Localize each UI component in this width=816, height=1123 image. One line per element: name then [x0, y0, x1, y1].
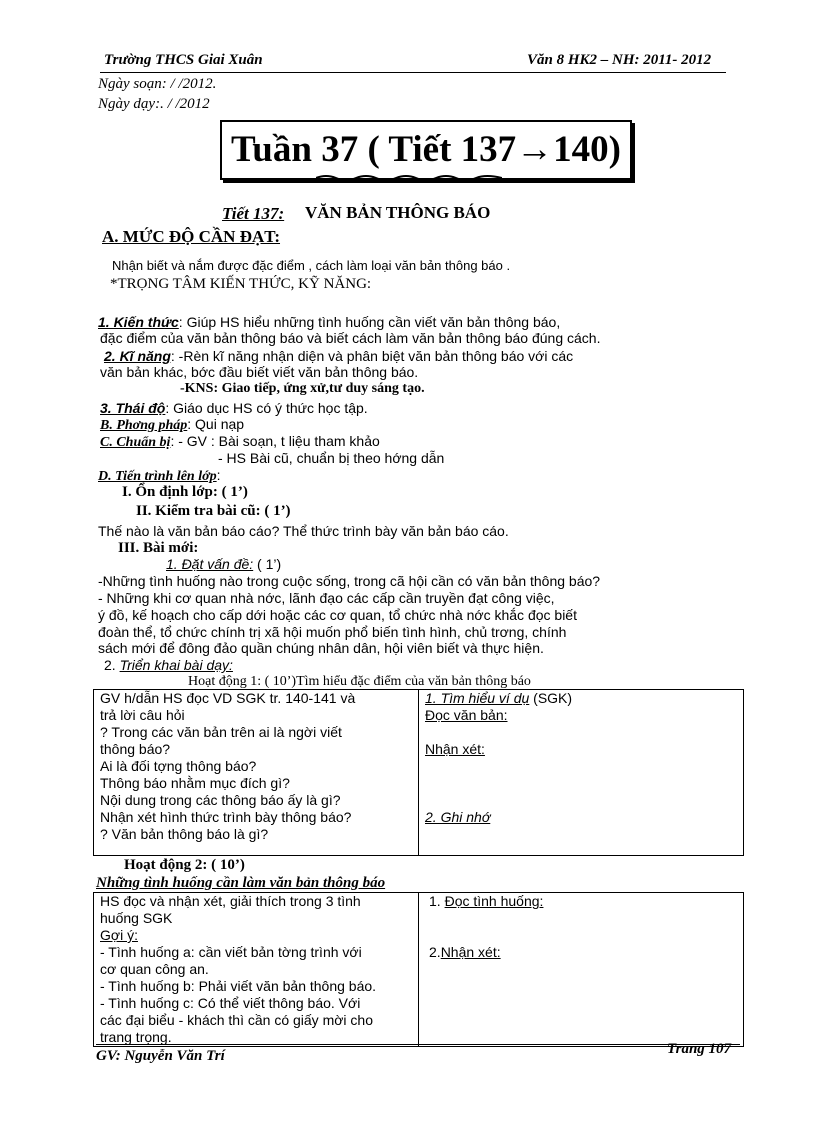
process-heading: D. Tiến trình lên lớp: [98, 467, 221, 484]
section-a-heading: A. MỨC ĐỘ CẦN ĐẠT: [102, 227, 281, 246]
activity-2-left-line: huống SGK [100, 910, 173, 926]
step-1: I. Ổn định lớp: ( 1’) [122, 484, 248, 500]
knowledge-line-2: đặc điểm của văn bản thông báo và biết cách làm văn bản thông báo đúng cách. [100, 330, 601, 346]
date-taught: Ngày dạy:. / /2012 [98, 96, 210, 112]
knowledge-line-1: 1. Kiến thức: Giúp HS hiểu những tình huống cần viết văn bản thông báo, [98, 314, 561, 330]
activity-2-left-line: trang trọng. [100, 1029, 172, 1045]
spacer [425, 724, 737, 741]
activity-1-left-line: ? Văn bản thông báo là gì? [100, 826, 269, 842]
activity-1-left-line: trả lời câu hỏi [100, 707, 185, 723]
kns-line: -KNS: Giao tiếp, ứng xử,tư duy sáng tạo. [180, 381, 425, 396]
activity-1-left-line: GV h/dẫn HS đọc VD SGK tr. 140-141 và [100, 690, 356, 706]
school-name: Trường THCS Giai Xuân [104, 52, 263, 68]
focus-heading: *TRỌNG TÂM KIẾN THỨC, KỸ NĂNG: [110, 276, 372, 292]
header-rule [100, 72, 726, 73]
spacer [425, 758, 737, 809]
activity-1-table [93, 689, 744, 856]
intro-p1: -Những tình huống nào trong cuộc sống, trong cã hội cần có văn bản thông báo? [98, 573, 601, 589]
activity-1-left-line: Ai là đối tợng thông báo? [100, 758, 257, 774]
deploy-heading: 2. Triển khai bài dạy: [104, 657, 233, 673]
intro-label: 1. Đặt vấn đề: [166, 556, 254, 572]
intro-line: 1. Đặt vấn đề: ( 1’) [166, 556, 282, 572]
activity-2-left-cell [94, 893, 419, 1047]
activity-2-left-line: - Tình huống c: Có thể viết thông báo. Với [100, 995, 361, 1011]
spacer [425, 910, 737, 944]
intro-p4: đoàn thể, tổ chức chính trị xã hội muốn phổ biến tình hình, chủ trơng, chính [98, 624, 567, 640]
skills-line-1: 2. Kĩ năng: -Rèn kĩ năng nhận diện và phân biệt văn bản thông báo với các [104, 348, 574, 364]
method-label: B. Phơng pháp [100, 418, 188, 433]
activity-2-table [93, 892, 744, 1047]
activity-1-right-line: 2. Ghi nhớ [425, 809, 491, 825]
activity-1-heading: Hoạt động 1: ( 10’)Tìm hiểu đặc điểm của văn bản thông báo [188, 674, 531, 689]
activity-1-right-line: 1. Tìm hiểu ví dụ (SGK) [425, 690, 573, 706]
activity-2-left-line: cơ quan công an. [100, 961, 209, 977]
intro-p2: - Những khi cơ quan nhà nớc, lãnh đạo các cấp cần truyền đạt công việc, [98, 590, 555, 606]
intro-p5: sách mới để đông đảo quần chúng nhân dân, hội viên biết và thực hiện. [98, 640, 544, 656]
activity-2-right-line: 1. Đọc tình huống: [429, 893, 544, 909]
footer-rule [96, 1044, 740, 1045]
activity-2-left-line: HS đọc và nhận xét, giải thích trong 3 tình [100, 893, 361, 909]
activity-2-hint: Gợi ý: [100, 927, 138, 943]
teacher-name: GV: Nguyễn Văn Trí [96, 1048, 225, 1064]
skills-line-2: văn bản khác, bớc đầu biết viết văn bản thông báo. [100, 364, 419, 380]
activity-1-left-line: Nội dung trong các thông báo ấy là gì? [100, 792, 341, 808]
week-title: Tuần 37 ( Tiết 137→140) [231, 129, 621, 170]
activity-2-left-line: - Tình huống a: cần viết bản tờng trình với [100, 944, 362, 960]
method-line: B. Phơng pháp: Qui nạp [100, 416, 245, 433]
activity-2-left-line: - Tình huống b: Phải viết văn bản thông báo. [100, 978, 377, 994]
intro-p3: ý đồ, kế hoạch cho cấp dới hoặc các cơ quan, tổ chức nhà nớc khắc đọc biết [98, 607, 577, 623]
activity-1-left-line: ? Trong các văn bản trên ai là ngời viết [100, 724, 342, 740]
activity-1-left-line: Thông báo nhằm mục đích gì? [100, 775, 290, 791]
activity-2-right-line: 2.Nhận xét: [429, 944, 501, 960]
attitude-label: 3. Thái độ [100, 400, 166, 416]
lesson-name: VĂN BẢN THÔNG BÁO [305, 203, 491, 222]
activity-1-right-cell [419, 690, 744, 856]
date-prepared: Ngày soạn: / /2012. [98, 76, 217, 92]
prep-line-2: - HS Bài cũ, chuẩn bị theo hớng dẫn [218, 450, 445, 466]
activity-1-left-line: Nhận xét hình thức trình bày thông báo? [100, 809, 352, 825]
activity-2-heading: Hoạt động 2: ( 10’) [124, 857, 245, 873]
step-3: III. Bài mới: [118, 540, 199, 556]
review-question: Thế nào là văn bản báo cáo? Thể thức trình bày văn bản báo cáo. [98, 523, 509, 539]
page-number: Trang 107 [667, 1041, 732, 1057]
skills-label: 2. Kĩ năng [104, 348, 171, 364]
prep-line-1: C. Chuẩn bị: - GV : Bài soạn, t liệu tham khảo [100, 433, 380, 450]
lesson-label: Tiết 137: [222, 204, 285, 223]
prep-label: C. Chuẩn bị [100, 435, 171, 450]
attitude-line: 3. Thái độ: Giáo dục HS có ý thức học tập. [100, 400, 368, 416]
week-title-box [220, 120, 632, 180]
activity-1-right-line: Đọc văn bản: [425, 707, 508, 723]
step-2: II. Kiểm tra bài cũ: ( 1’) [136, 503, 291, 519]
deploy-label: Triển khai bài dạy: [119, 657, 233, 673]
activity-2-right-cell [419, 893, 744, 1047]
activity-2-left-line: các đại biểu - khách thì cần có giấy mời cho [100, 1012, 373, 1028]
activity-1-left-line: thông báo? [100, 741, 171, 757]
process-label: D. Tiến trình lên lớp [98, 469, 217, 484]
section-a-line: Nhận biết và nắm được đặc điểm , cách làm loại văn bản thông báo . [112, 258, 511, 273]
activity-1-right-line: Nhận xét: [425, 741, 485, 757]
activity-2-subheading: Những tình huống cần làm văn bản thông báo [96, 875, 386, 891]
course-info: Văn 8 HK2 – NH: 2011- 2012 [527, 52, 712, 68]
knowledge-label: 1. Kiến thức [98, 314, 179, 330]
activity-1-left-cell [94, 690, 419, 856]
ornament-divider [316, 174, 502, 182]
